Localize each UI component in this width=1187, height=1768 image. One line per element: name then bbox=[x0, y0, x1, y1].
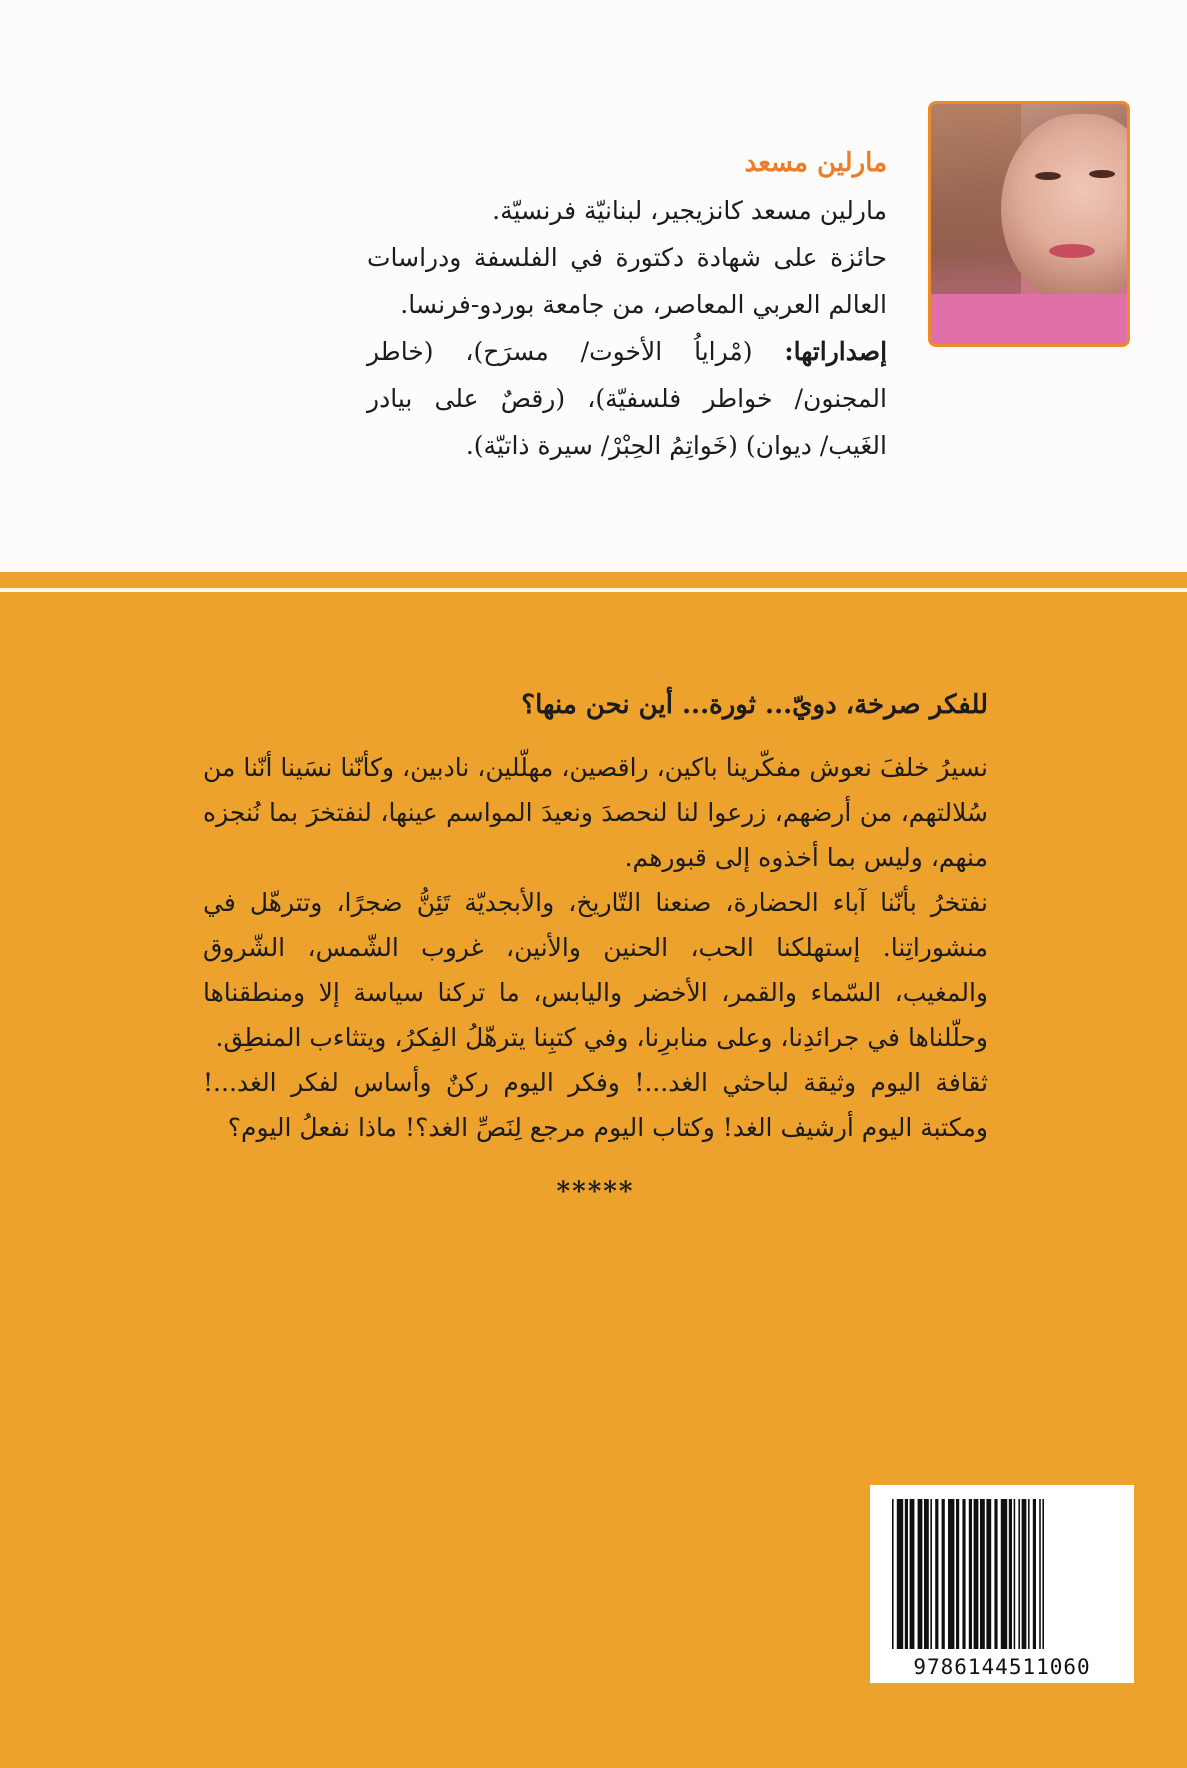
barcode-bar bbox=[980, 1499, 985, 1649]
barcode-bar bbox=[1001, 1499, 1007, 1649]
barcode-bar bbox=[994, 1499, 997, 1649]
barcode-bar bbox=[948, 1499, 954, 1649]
blurb-paragraph: نسيرُ خلفَ نعوش مفكّرينا باكين، راقصين، مهلّلين، نادبين، وكأنّنا نسَينا أنّنا من سُلالتهم، من أرضهم، زرعوا لنا لنحصدَ ونعيدَ المواسم عينها، لنفتخرَ بما نُنجزه منهم، وليس بما أخذوه إلى قبورهم. bbox=[203, 753, 988, 872]
author-publications bbox=[367, 328, 887, 469]
blurb-paragraph: ثقافة اليوم وثيقة لباحثي الغد...! وفكر اليوم ركنٌ وأساس لفكر الغد...! ومكتبة اليوم أرشيف الغد! وكتاب اليوم مرجع لِنَصِّ الغد؟! ماذا نفعلُ اليوم؟ bbox=[203, 1068, 988, 1142]
barcode-bars bbox=[870, 1485, 1134, 1655]
barcode-bar bbox=[1042, 1499, 1044, 1649]
author-photo-eye bbox=[1035, 172, 1061, 180]
barcode-bar bbox=[969, 1499, 972, 1649]
divider-line bbox=[0, 588, 1187, 592]
author-name: مارلين مسعد bbox=[744, 148, 887, 178]
barcode-bar bbox=[905, 1499, 908, 1649]
barcode-bar bbox=[956, 1499, 959, 1649]
barcode-bar bbox=[962, 1499, 965, 1649]
blurb-text bbox=[203, 683, 988, 1215]
barcode-bar bbox=[1014, 1499, 1016, 1649]
barcode-bar bbox=[1028, 1499, 1030, 1649]
blurb-heading: للفكر صرخة، دويّ... ثورة... أين نحن منها؟ bbox=[521, 690, 988, 720]
barcode-bar bbox=[1022, 1499, 1027, 1649]
publications-list: (مْراياُ الأخوت/ مسرَح)، (خاطر المجنون/ خواطر فلسفيّة)، (رقصٌ على بيادر الغَيب/ ديوان) (خَواتِمُ الحِبْرْ/ سيرة ذاتيّة). bbox=[367, 337, 887, 460]
author-photo-lips bbox=[1049, 244, 1095, 258]
barcode-bar bbox=[930, 1499, 932, 1649]
author-photo bbox=[928, 101, 1130, 347]
blurb-paragraph: نفتخرُ بأنّنا آباء الحضارة، صنعنا التّاريخ، والأبجديّة تَئِنُّ ضجرًا، وتترهّل في منشوراتِنا. إستهلكنا الحب، الحنين والأنين، غروب الشّمس، الشّروق والمغيب، السّماء والقمر، الأخضر واليابس، ما تركنا سياسة إلا ومنطقناها وحلّلناها في جرائدِنا، وعلى منابرِنا، وفي كتبِنا يترهّلُ الفِكرُ، ويتثاءب المنطِق. bbox=[203, 888, 988, 1052]
barcode-bar bbox=[924, 1499, 929, 1649]
author-bio-line: مارلين مسعد كانزيجير، لبنانيّة فرنسيّة. bbox=[492, 196, 887, 225]
barcode-bar bbox=[910, 1499, 915, 1649]
barcode-bar bbox=[942, 1499, 945, 1649]
barcode-bar bbox=[974, 1499, 979, 1649]
author-bio-line: حائزة على شهادة دكتورة في الفلسفة ودراسات العالم العربي المعاصر، من جامعة بوردو-فرنسا. bbox=[367, 243, 887, 319]
barcode-bar bbox=[1033, 1499, 1036, 1649]
barcode-bar bbox=[1039, 1499, 1041, 1649]
isbn-barcode bbox=[870, 1485, 1134, 1683]
barcode-bar bbox=[897, 1499, 903, 1649]
author-photo-eye bbox=[1089, 170, 1115, 178]
barcode-bar bbox=[918, 1499, 923, 1649]
barcode-bar bbox=[986, 1499, 991, 1649]
isbn-number: 9786144511060 bbox=[913, 1655, 1091, 1679]
barcode-bar bbox=[1009, 1499, 1012, 1649]
separator-stars: ***** bbox=[556, 1177, 635, 1207]
author-bio bbox=[367, 140, 887, 469]
barcode-bar bbox=[892, 1499, 894, 1649]
barcode-bar bbox=[935, 1499, 938, 1649]
author-photo-shirt bbox=[931, 294, 1130, 347]
barcode-bar bbox=[1018, 1499, 1020, 1649]
publications-label: إصداراتها: bbox=[784, 337, 888, 366]
